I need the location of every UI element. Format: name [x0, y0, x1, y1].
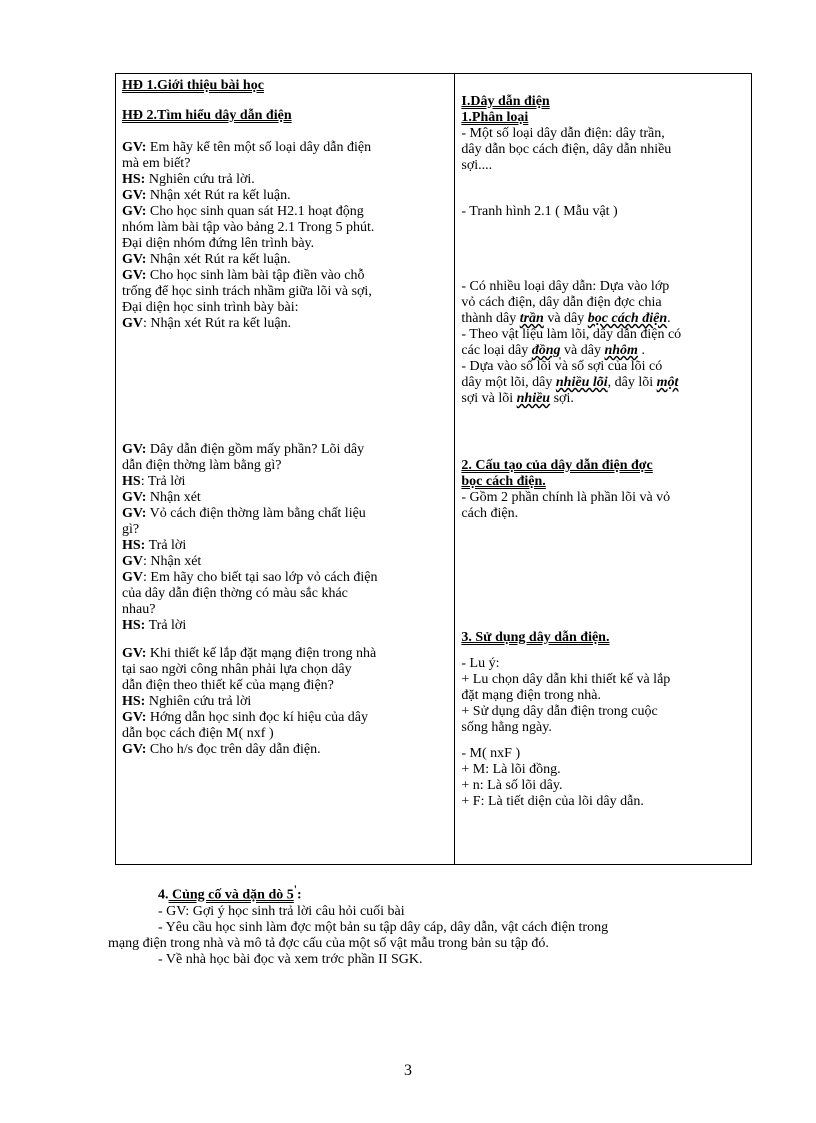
page-number: 3	[404, 1062, 412, 1079]
speaker-label: HS:	[122, 172, 146, 187]
answer-mot: một	[656, 375, 679, 390]
answer-tran: trần	[519, 311, 544, 326]
text-line: - Lu ý:	[461, 656, 500, 671]
dialogue-line	[122, 618, 448, 634]
dialogue-text: : Em hãy cho biết tại sao lớp vỏ cách điện	[143, 570, 378, 585]
dialogue-line	[122, 742, 448, 758]
dialogue-text: Cho h/s đọc trên dây dẫn điện.	[146, 742, 321, 757]
dialogue-text: dẫn bọc cách điện M( nxf )	[122, 726, 274, 741]
dialogue-line	[122, 220, 448, 236]
section-2	[461, 458, 743, 522]
dialogue-line	[122, 522, 448, 538]
dialogue-text: Trả lời	[145, 618, 187, 633]
dialogue-line	[122, 586, 448, 602]
dialogue-text: Dây dẫn điện gồm mấy phần? Lõi dây	[146, 442, 365, 457]
dialogue-line	[122, 662, 448, 678]
dialogue-text: Đại diện nhóm đứng lên trình bày.	[122, 236, 315, 251]
dialogue-text: dẫn điện theo thiết kế của mạng điện?	[122, 678, 334, 693]
dialogue-text: tại sao ngời công nhân phải lựa chọn dây	[122, 662, 352, 677]
usage-paragraph	[461, 656, 743, 736]
teacher-activity-column	[116, 74, 455, 865]
figure-note: - Tranh hình 2.1 ( Mẫu vật )	[461, 204, 618, 219]
dialogue-line	[122, 316, 448, 332]
dialogue-line	[122, 646, 448, 662]
activity-block-3	[122, 646, 448, 758]
dialogue-text: : Nhận xét Rút ra kết luận.	[143, 316, 292, 331]
answer-dong: đồng	[531, 343, 561, 358]
section-1-title: I.Dây dẫn điện	[461, 94, 550, 109]
dialogue-text: : Nhận xét	[143, 554, 202, 569]
text-line: + Lu chọn dây dẫn khi thiết kế và lắp	[461, 672, 671, 687]
section-3-title: 3. Sử dụng dây dẫn điện.	[461, 630, 610, 645]
speaker-label: GV:	[122, 268, 147, 283]
answer-nhieu-loi: nhiều lõi	[555, 375, 608, 390]
activity-block-1	[122, 140, 448, 332]
section-1	[461, 94, 743, 174]
text-line: - M( nxF )	[461, 746, 521, 761]
dialogue-text: Nhận xét Rút ra kết luận.	[146, 188, 291, 203]
dialogue-line	[122, 284, 448, 300]
dialogue-text: Cho học sinh quan sát H2.1 hoạt động	[146, 204, 364, 219]
dialogue-text: dẫn điện thờng làm bằng gì?	[122, 458, 282, 473]
dialogue-text: mà em biết?	[122, 156, 191, 171]
speaker-label: GV:	[122, 710, 147, 725]
section-2-title-cont: bọc cách điện.	[461, 474, 546, 489]
section-2-title: 2. Cấu tạo của dây dẫn điện đợc	[461, 458, 653, 473]
dialogue-line	[122, 490, 448, 506]
section-3	[461, 630, 743, 810]
structure-paragraph	[461, 490, 743, 522]
speaker-label: HS:	[122, 618, 146, 633]
dialogue-text: Vỏ cách điện thờng làm bằng chất liệu	[146, 506, 366, 521]
dialogue-line	[122, 474, 448, 490]
answer-nhom: nhôm	[604, 343, 638, 358]
text-line: sợi....	[461, 158, 493, 173]
dialogue-line	[122, 506, 448, 522]
text-line: + M: Là lõi đồng.	[461, 762, 561, 777]
dialogue-line	[122, 538, 448, 554]
speaker-label: GV:	[122, 188, 147, 203]
dialogue-text: Cho học sinh làm bài tập điền vào chỗ	[146, 268, 365, 283]
speaker-label: GV:	[122, 646, 147, 661]
dialogue-text: Nghiên cứu trả lời.	[145, 172, 255, 187]
dialogue-text: : Trả lời	[140, 474, 186, 489]
answer-nhieu: nhiều	[516, 391, 551, 406]
dialogue-text: Nhận xét	[146, 490, 201, 505]
dialogue-text: nhau?	[122, 602, 156, 617]
speaker-label: GV:	[122, 742, 147, 757]
text-line: dây dẫn bọc cách điện, dây dẫn nhiều	[461, 142, 672, 157]
dialogue-line	[122, 252, 448, 268]
dialogue-text: nhóm làm bài tập vào bảng 2.1 Trong 5 phút.	[122, 220, 375, 235]
text-line: + n: Là số lõi dây.	[461, 778, 563, 793]
dialogue-line	[122, 268, 448, 284]
dialogue-text: của dây dẫn điện thờng có màu sắc khác	[122, 586, 348, 601]
dialogue-text: Đại diện học sinh trình bày bài:	[122, 300, 299, 315]
speaker-label: GV:	[122, 442, 147, 457]
dialogue-line	[122, 602, 448, 618]
text-line: - Gồm 2 phần chính là phần lõi và vỏ	[461, 490, 671, 505]
dialogue-line	[122, 300, 448, 316]
dialogue-line	[122, 570, 448, 586]
speaker-label: GV:	[122, 204, 147, 219]
dialogue-text: Trả lời	[145, 538, 187, 553]
symbol-paragraph	[461, 746, 743, 810]
activity-headings	[122, 78, 448, 124]
speaker-label: GV:	[122, 490, 147, 505]
speaker-label: HS:	[122, 694, 146, 709]
dialogue-line	[122, 554, 448, 570]
footer-line-4: - Về nhà học bài đọc và xem trớc phần II SGK.	[158, 951, 423, 967]
text-line: sống hằng ngày.	[461, 720, 552, 735]
dialogue-line	[122, 156, 448, 172]
footer-line-2: - Yêu cầu học sinh làm đợc một bản su tập dây cáp, dây dẫn, vật cách điện trong	[158, 919, 609, 935]
content-column	[455, 74, 752, 865]
dialogue-line	[122, 140, 448, 156]
hd1-heading: HĐ 1.Giới thiệu bài học	[122, 78, 264, 93]
dialogue-text: Hớng dẫn học sinh đọc kí hiệu của dây	[146, 710, 369, 725]
dialogue-line	[122, 678, 448, 694]
lesson-table	[115, 73, 752, 865]
footer-line-1: - GV: Gợi ý học sinh trả lời câu hỏi cuối bài	[158, 903, 405, 919]
fill-in-paragraph: - Có nhiều loại dây dẫn: Dựa vào lớp vỏ cách điện, dây dẫn điện đợc chia thành dây trần và dây bọc cách điện. - Theo vật liệu làm lõi, dây dẫn điện có các loại dây đồng và dây nhôm . - Dựa vào số lõi và số sợi của lõi có dây một lõi, dây nhiều lõi, dây lõi một sợi và lõi nhiều sợi.	[461, 279, 682, 406]
dialogue-line	[122, 188, 448, 204]
dialogue-line	[122, 204, 448, 220]
dialogue-text: gì?	[122, 522, 140, 537]
answer-boc-cach-dien: bọc cách điện	[587, 311, 668, 326]
text-line: + Sử dụng dây dẫn điện trong cuộc	[461, 704, 658, 719]
dialogue-line	[122, 710, 448, 726]
dialogue-text: Nghiên cứu trả lời	[145, 694, 252, 709]
text-line: - Một số loại dây dẫn điện: dây trần,	[461, 126, 665, 141]
text-line: đặt mạng điện trong nhà.	[461, 688, 601, 703]
footer-line-3: mạng điện trong nhà và mô tả đợc cấu của một số vật mẫu trong bản su tập đó.	[108, 935, 549, 951]
text-line: + F: Là tiết diện của lõi dây dẫn.	[461, 794, 644, 809]
activity-block-2	[122, 442, 448, 634]
dialogue-text: Em hãy kể tên một số loại dây dẫn điện	[146, 140, 372, 155]
speaker-label: GV:	[122, 140, 147, 155]
consolidation-title: 4. Củng cố và dặn dò 5':	[158, 883, 302, 903]
text-line: cách điện.	[461, 506, 519, 521]
section-1-subtitle: 1.Phân loại	[461, 110, 529, 125]
speaker-label: GV	[122, 554, 143, 569]
dialogue-line	[122, 726, 448, 742]
speaker-label: GV	[122, 316, 143, 331]
dialogue-line	[122, 694, 448, 710]
dialogue-line	[122, 458, 448, 474]
dialogue-text: trống để học sinh trách nhầm giữa lõi và sợi,	[122, 284, 372, 299]
speaker-label: HS	[122, 474, 141, 489]
dialogue-line	[122, 236, 448, 252]
dialogue-text: Nhận xét Rút ra kết luận.	[146, 252, 291, 267]
speaker-label: GV:	[122, 506, 147, 521]
speaker-label: GV:	[122, 252, 147, 267]
dialogue-text: Khi thiết kế lắp đặt mạng điện trong nhà	[146, 646, 377, 661]
speaker-label: GV	[122, 570, 143, 585]
speaker-label: HS:	[122, 538, 146, 553]
classification-paragraph	[461, 126, 743, 174]
dialogue-line	[122, 172, 448, 188]
dialogue-line	[122, 442, 448, 458]
consolidation-section	[108, 882, 768, 968]
hd2-heading: HĐ 2.Tìm hiểu dây dẫn điện	[122, 108, 292, 123]
